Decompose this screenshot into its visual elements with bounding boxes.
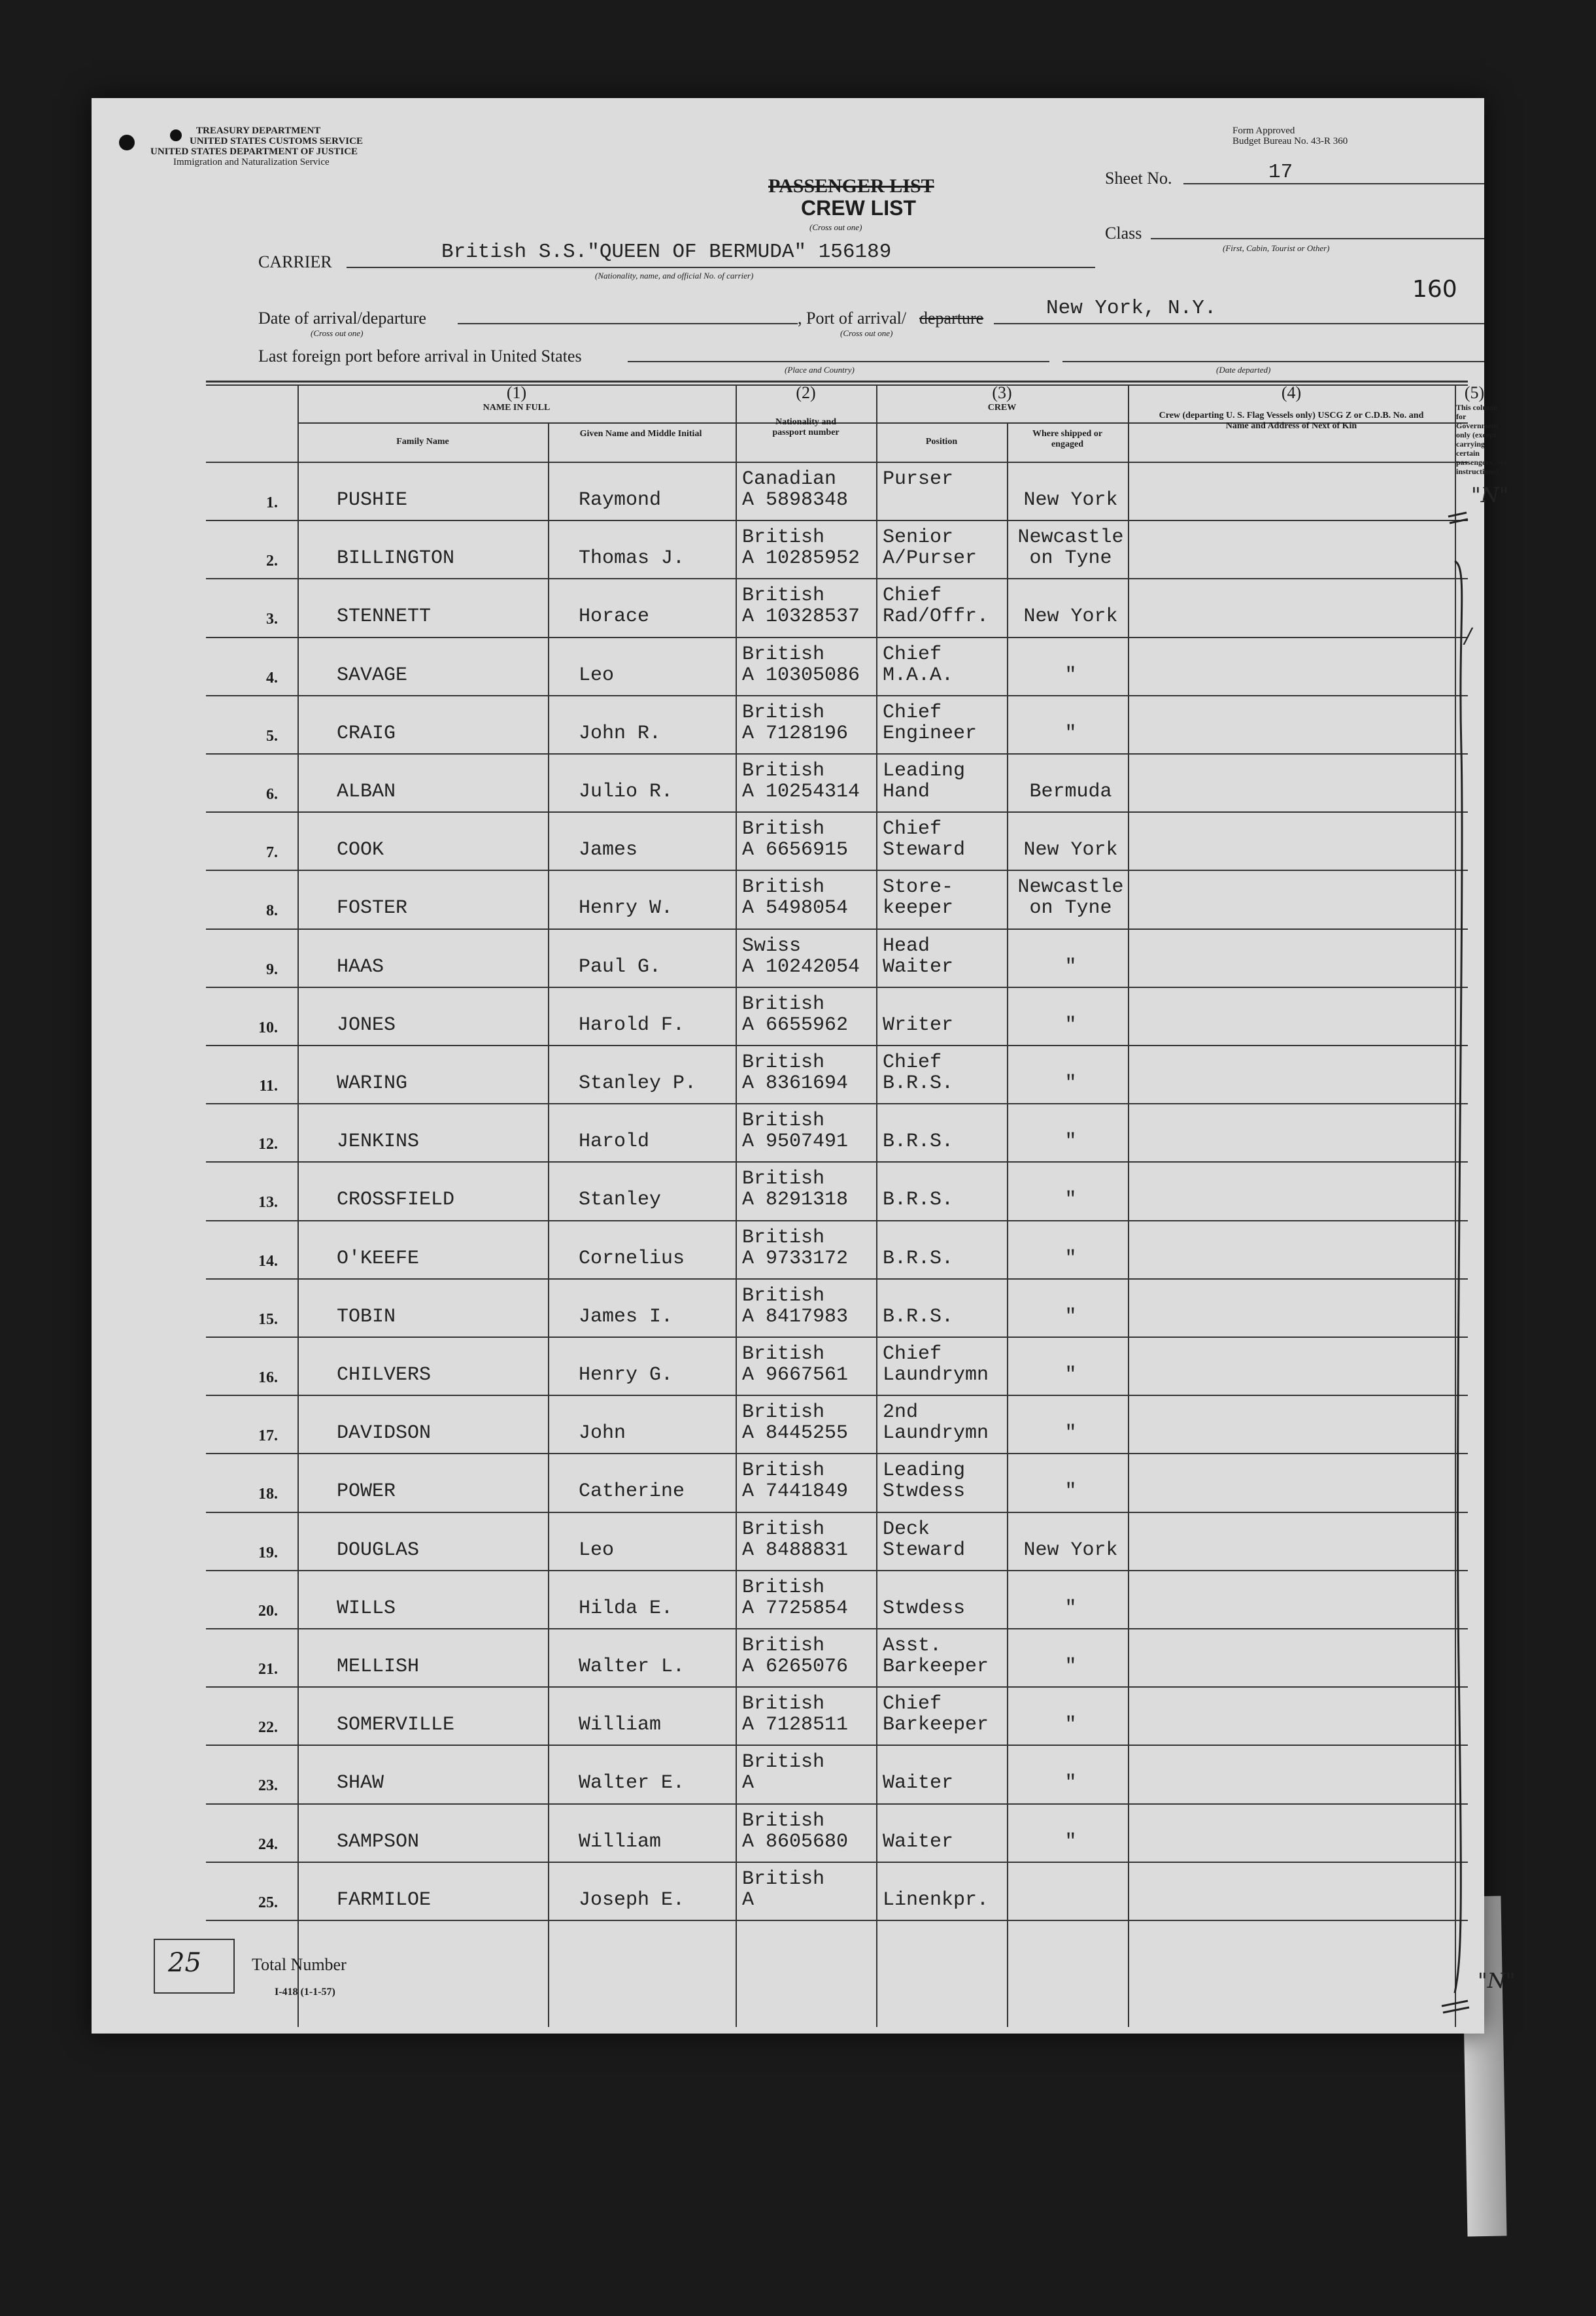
- carrier-hint: (Nationality, name, and official No. of carrier): [595, 271, 754, 281]
- nationality: British: [742, 1751, 825, 1774]
- row-number: 6.: [266, 786, 278, 803]
- row-number: 14.: [258, 1252, 278, 1270]
- given-name: James: [579, 839, 638, 862]
- table-row: [206, 753, 1468, 811]
- family-name: CRAIG: [337, 722, 396, 745]
- row-number: 19.: [258, 1544, 278, 1561]
- nationality: British: [742, 1693, 825, 1716]
- family-name: FARMILOE: [337, 1888, 432, 1911]
- port-value: New York, N.Y.: [1046, 297, 1217, 320]
- date-label: Date of arrival/departure: [258, 309, 426, 328]
- passport-number: A: [742, 1772, 755, 1795]
- table-row: [206, 1686, 1468, 1745]
- crew-list-form: [92, 98, 1516, 2034]
- given-name: Henry W.: [579, 897, 673, 920]
- nationality: British: [742, 760, 825, 782]
- position-line2: Waiter: [883, 1830, 954, 1853]
- col3-number: (3): [992, 383, 1012, 402]
- nationality: British: [742, 1401, 825, 1424]
- family-name: SHAW: [337, 1772, 384, 1795]
- where-shipped-line1: New York: [1023, 1539, 1118, 1561]
- position-line1: 2nd: [883, 1401, 919, 1424]
- carrier-rule: [347, 267, 1095, 268]
- table-top-rule: [206, 381, 1468, 383]
- given-name: Paul G.: [579, 955, 662, 978]
- passport-number: A 8605680: [742, 1830, 849, 1853]
- position-line2: B.R.S.: [883, 1131, 954, 1153]
- where-shipped-line1: ": [1064, 1422, 1077, 1445]
- punch-hole: [170, 129, 182, 141]
- given-name: Stanley P.: [579, 1072, 697, 1095]
- family-name: MELLISH: [337, 1656, 420, 1678]
- nationality: Swiss: [742, 934, 802, 957]
- where-shipped-line1: ": [1064, 1597, 1077, 1620]
- family-name: TOBIN: [337, 1305, 396, 1328]
- passport-number: A 9667561: [742, 1364, 849, 1386]
- passport-number: A 8488831: [742, 1539, 849, 1561]
- handwritten-bracket-line: [1435, 489, 1474, 2019]
- where-shipped-header: Where shipped or engaged: [1032, 429, 1103, 449]
- col5-title: This column for Government only (except carrying certain passengers. See instructions): [1456, 403, 1508, 476]
- position-line1: Purser: [883, 468, 954, 490]
- port-rule: [994, 323, 1484, 324]
- position-line2: A/Purser: [883, 547, 977, 570]
- passport-number: A 10242054: [742, 955, 860, 978]
- family-name: PUSHIE: [337, 489, 408, 511]
- row-number: 1.: [266, 494, 278, 511]
- given-name: Thomas J.: [579, 547, 685, 570]
- nationality: British: [742, 1226, 825, 1249]
- where-shipped-line1: Newcastle: [1017, 526, 1124, 549]
- given-name-header: Given Name and Middle Initial: [579, 429, 702, 439]
- family-name: STENNETT: [337, 605, 432, 628]
- given-name: Julio R.: [579, 781, 673, 803]
- row-number: 16.: [258, 1369, 278, 1386]
- passport-number: A 7128196: [742, 722, 849, 745]
- punch-hole: [119, 135, 135, 150]
- passport-number: A 7441849: [742, 1480, 849, 1503]
- where-shipped-line1: ": [1064, 1131, 1077, 1153]
- row-number: 12.: [258, 1136, 278, 1153]
- position-line1: Chief: [883, 1051, 942, 1074]
- nationality: British: [742, 1576, 825, 1599]
- nationality: British: [742, 585, 825, 607]
- where-shipped-line2: on Tyne: [1029, 547, 1112, 570]
- table-row: [206, 1512, 1468, 1570]
- given-name: Leo: [579, 664, 615, 687]
- table-row: [206, 578, 1468, 636]
- last-port-rule: [628, 361, 1049, 362]
- row-number: 23.: [258, 1777, 278, 1795]
- passport-number: A 6655962: [742, 1013, 849, 1036]
- position-line2: Laundrymn: [883, 1364, 989, 1386]
- table-row: [206, 1745, 1468, 1803]
- passport-number: A 5498054: [742, 897, 849, 920]
- family-name: DOUGLAS: [337, 1539, 420, 1561]
- row-number: 13.: [258, 1194, 278, 1212]
- row-number: 9.: [266, 961, 278, 978]
- nationality: British: [742, 701, 825, 724]
- where-shipped-line1: New York: [1023, 489, 1118, 511]
- given-name: Cornelius: [579, 1247, 685, 1270]
- passport-number: A 10254314: [742, 781, 860, 803]
- family-name: WILLS: [337, 1597, 396, 1620]
- position-line2: Waiter: [883, 955, 954, 978]
- nationality: British: [742, 1518, 825, 1541]
- passport-number: A 6265076: [742, 1656, 849, 1678]
- family-name: SAVAGE: [337, 664, 408, 687]
- row-number: 4.: [266, 669, 278, 687]
- sheet-rule: [1183, 183, 1484, 184]
- crew-table: [206, 383, 1516, 2027]
- position-line2: Stwdess: [883, 1597, 966, 1620]
- sheet-label: Sheet No.: [1105, 169, 1172, 188]
- passport-number: A 10305086: [742, 664, 860, 687]
- col5-number: (5): [1464, 383, 1485, 402]
- family-name: ALBAN: [337, 781, 396, 803]
- table-row: [206, 1862, 1468, 1920]
- table-row: [206, 1803, 1468, 1862]
- handwritten-n-top: "N": [1471, 483, 1509, 507]
- position-line2: Waiter: [883, 1772, 954, 1795]
- position-line2: Hand: [883, 781, 930, 803]
- position-line1: Store-: [883, 876, 954, 899]
- nationality: British: [742, 1110, 825, 1132]
- cross-out-hint: (Cross out one): [809, 222, 862, 232]
- position-line1: Chief: [883, 1343, 942, 1365]
- total-box: [154, 1939, 235, 1994]
- page-number: 160: [1412, 276, 1457, 303]
- position-line2: M.A.A.: [883, 664, 954, 687]
- date-hint: (Cross out one): [311, 328, 364, 338]
- col3-title: CREW: [987, 403, 1017, 413]
- family-name: POWER: [337, 1480, 396, 1503]
- where-shipped-line2: on Tyne: [1029, 897, 1112, 920]
- family-name: SOMERVILLE: [337, 1714, 455, 1737]
- row-number: 7.: [266, 844, 278, 862]
- total-value: 25: [168, 1948, 201, 1978]
- position-line1: Deck: [883, 1518, 930, 1541]
- family-name: WARING: [337, 1072, 408, 1095]
- where-shipped-line1: Bermuda: [1029, 781, 1112, 803]
- table-row: [206, 987, 1468, 1045]
- position-line1: Senior: [883, 526, 954, 549]
- where-shipped-line1: Newcastle: [1017, 876, 1124, 899]
- row-number: 11.: [259, 1078, 278, 1095]
- family-name: BILLINGTON: [337, 547, 455, 570]
- position-line2: Linenkpr.: [883, 1888, 989, 1911]
- position-line1: Head: [883, 934, 930, 957]
- position-line2: B.R.S.: [883, 1189, 954, 1212]
- crew-list-title: CREW LIST: [801, 196, 916, 220]
- passport-number: A 8361694: [742, 1072, 849, 1095]
- port-struck: departure: [919, 309, 984, 328]
- given-name: Leo: [579, 1539, 615, 1561]
- family-name: O'KEEFE: [337, 1247, 420, 1270]
- carrier-value: British S.S."QUEEN OF BERMUDA" 156189: [441, 241, 892, 264]
- table-row: [206, 1045, 1468, 1103]
- family-name: COOK: [337, 839, 384, 862]
- class-hint: (First, Cabin, Tourist or Other): [1223, 243, 1330, 253]
- position-line2: Engineer: [883, 722, 977, 745]
- where-shipped-line1: ": [1064, 1480, 1077, 1503]
- where-shipped-line1: ": [1064, 1189, 1077, 1212]
- passport-number: A 6656915: [742, 839, 849, 862]
- where-shipped-line1: ": [1064, 1013, 1077, 1036]
- date-departed-hint: (Date departed): [1216, 365, 1271, 375]
- position-line2: Steward: [883, 1539, 966, 1561]
- table-row: [206, 462, 1468, 520]
- where-shipped-line1: ": [1064, 1364, 1077, 1386]
- form-approved: Form Approved: [1232, 126, 1295, 136]
- passport-number: A 8417983: [742, 1305, 849, 1328]
- row-number: 18.: [258, 1486, 278, 1503]
- row-number: 15.: [258, 1310, 278, 1328]
- agency-line: TREASURY DEPARTMENT: [196, 126, 321, 136]
- given-name: William: [579, 1714, 662, 1737]
- position-line1: Leading: [883, 760, 966, 782]
- table-row: [206, 1337, 1468, 1395]
- position-header: Position: [925, 437, 958, 447]
- passport-number: A 8291318: [742, 1189, 849, 1212]
- passport-number: A 7128511: [742, 1714, 849, 1737]
- col4-number: (4): [1281, 383, 1302, 402]
- passport-number: A 9507491: [742, 1131, 849, 1153]
- position-line2: B.R.S.: [883, 1072, 954, 1095]
- given-name: Henry G.: [579, 1364, 673, 1386]
- nationality: British: [742, 1343, 825, 1365]
- handwritten-tick: /: [1465, 623, 1472, 648]
- family-name: JENKINS: [337, 1131, 420, 1153]
- where-shipped-line1: ": [1064, 1714, 1077, 1737]
- passport-number: A 7725854: [742, 1597, 849, 1620]
- position-line2: Laundrymn: [883, 1422, 989, 1445]
- row-number: 2.: [266, 553, 278, 570]
- position-line2: B.R.S.: [883, 1305, 954, 1328]
- family-name: JONES: [337, 1013, 396, 1036]
- where-shipped-line1: ": [1064, 1305, 1077, 1328]
- nationality: British: [742, 1635, 825, 1657]
- row-number: 20.: [258, 1602, 278, 1620]
- nationality: British: [742, 876, 825, 899]
- given-name: Horace: [579, 605, 650, 628]
- position-line1: Leading: [883, 1459, 966, 1482]
- table-row: [206, 637, 1468, 695]
- date-departed-rule: [1062, 361, 1484, 362]
- where-shipped-line1: ": [1064, 1247, 1077, 1270]
- col1-number: (1): [506, 383, 527, 402]
- nationality: British: [742, 1168, 825, 1191]
- table-row: [206, 1161, 1468, 1219]
- table-row: [206, 1628, 1468, 1686]
- position-line2: keeper: [883, 897, 954, 920]
- passport-number: A 9733172: [742, 1247, 849, 1270]
- row-number: 24.: [258, 1835, 278, 1853]
- where-shipped-line1: ": [1064, 1656, 1077, 1678]
- where-shipped-line1: ": [1064, 1772, 1077, 1795]
- passport-number: A 8445255: [742, 1422, 849, 1445]
- col4-title: Crew (departing U. S. Flag Vessels only) USCG Z or C.D.B. No. and Name and Address of Next of Kin: [1159, 411, 1424, 431]
- place-hint: (Place and Country): [785, 365, 855, 375]
- nationality: British: [742, 1051, 825, 1074]
- family-name: CHILVERS: [337, 1364, 432, 1386]
- given-name: Harold: [579, 1131, 650, 1153]
- where-shipped-line1: ": [1064, 1072, 1077, 1095]
- class-rule: [1151, 238, 1484, 239]
- row-rule: [206, 1920, 1468, 1921]
- last-port-label: Last foreign port before arrival in United States: [258, 347, 582, 366]
- agency-line: UNITED STATES DEPARTMENT OF JUSTICE: [150, 146, 358, 157]
- table-row: [206, 870, 1468, 928]
- given-name: Walter L.: [579, 1656, 685, 1678]
- row-number: 22.: [258, 1719, 278, 1737]
- position-line2: Steward: [883, 839, 966, 862]
- agency-line: UNITED STATES CUSTOMS SERVICE: [190, 136, 363, 146]
- position-line1: Chief: [883, 818, 942, 841]
- port-hint: (Cross out one): [840, 328, 893, 338]
- col2-title: Nationality and passport number: [772, 417, 840, 437]
- where-shipped-line1: ": [1064, 955, 1077, 978]
- class-label: Class: [1105, 224, 1142, 243]
- table-row: [206, 811, 1468, 870]
- table-row: [206, 1395, 1468, 1453]
- row-number: 3.: [266, 611, 278, 628]
- passport-number: A: [742, 1888, 755, 1911]
- row-number: 5.: [266, 727, 278, 745]
- given-name: James I.: [579, 1305, 673, 1328]
- nationality: British: [742, 526, 825, 549]
- table-row: [206, 928, 1468, 987]
- col1-title: NAME IN FULL: [483, 403, 551, 413]
- table-row: [206, 1220, 1468, 1278]
- family-name-header: Family Name: [396, 437, 449, 447]
- position-line2: Writer: [883, 1013, 954, 1036]
- family-name: SAMPSON: [337, 1830, 420, 1853]
- form-code: I-418 (1-1-57): [275, 1986, 335, 1998]
- passenger-list-struck: PASSENGER LIST: [768, 175, 934, 197]
- given-name: Hilda E.: [579, 1597, 673, 1620]
- table-row: [206, 695, 1468, 753]
- given-name: Raymond: [579, 489, 662, 511]
- position-line2: Barkeeper: [883, 1656, 989, 1678]
- where-shipped-line1: ": [1064, 1830, 1077, 1853]
- given-name: John R.: [579, 722, 662, 745]
- family-name: CROSSFIELD: [337, 1189, 455, 1212]
- row-number: 10.: [258, 1019, 278, 1036]
- date-rule: [458, 323, 798, 324]
- nationality: British: [742, 1809, 825, 1832]
- family-name: HAAS: [337, 955, 384, 978]
- position-line1: Chief: [883, 643, 942, 666]
- passport-number: A 10285952: [742, 547, 860, 570]
- where-shipped-line1: New York: [1023, 839, 1118, 862]
- where-shipped-line1: New York: [1023, 605, 1118, 628]
- position-line1: Chief: [883, 701, 942, 724]
- row-number: 21.: [258, 1661, 278, 1678]
- nationality: Canadian: [742, 468, 837, 490]
- table-row: [206, 520, 1468, 578]
- port-label: , Port of arrival/: [798, 309, 907, 328]
- table-row: [206, 1278, 1468, 1337]
- given-name: Stanley: [579, 1189, 662, 1212]
- given-name: Catherine: [579, 1480, 685, 1503]
- handwritten-n-bottom: "N": [1478, 1968, 1516, 1993]
- family-name: DAVIDSON: [337, 1422, 432, 1445]
- table-row: [206, 1453, 1468, 1511]
- total-label: Total Number: [252, 1955, 347, 1974]
- position-line1: Asst.: [883, 1635, 942, 1657]
- table-row: [206, 1570, 1468, 1628]
- agency-line: Immigration and Naturalization Service: [173, 157, 330, 167]
- table-row: [206, 1103, 1468, 1161]
- position-line1: Chief: [883, 1693, 942, 1716]
- budget-bureau: Budget Bureau No. 43-R 360: [1232, 136, 1348, 146]
- position-line2: Stwdess: [883, 1480, 966, 1503]
- family-name: FOSTER: [337, 897, 408, 920]
- nationality: British: [742, 818, 825, 841]
- position-line2: Barkeeper: [883, 1714, 989, 1737]
- carrier-label: CARRIER: [258, 252, 332, 271]
- nationality: British: [742, 643, 825, 666]
- passport-number: A 5898348: [742, 489, 849, 511]
- given-name: Walter E.: [579, 1772, 685, 1795]
- col2-number: (2): [796, 383, 816, 402]
- sheet-value: 17: [1268, 161, 1293, 184]
- given-name: John: [579, 1422, 626, 1445]
- given-name: Harold F.: [579, 1013, 685, 1036]
- given-name: William: [579, 1830, 662, 1853]
- row-number: 8.: [266, 902, 278, 920]
- row-number: 17.: [258, 1427, 278, 1445]
- position-line1: Chief: [883, 585, 942, 607]
- row-number: 25.: [258, 1894, 278, 1911]
- position-line2: B.R.S.: [883, 1247, 954, 1270]
- nationality: British: [742, 1867, 825, 1890]
- where-shipped-line1: ": [1064, 722, 1077, 745]
- passport-number: A 10328537: [742, 605, 860, 628]
- given-name: Joseph E.: [579, 1888, 685, 1911]
- position-line2: Rad/Offr.: [883, 605, 989, 628]
- nationality: British: [742, 1459, 825, 1482]
- nationality: British: [742, 993, 825, 1015]
- where-shipped-line1: ": [1064, 664, 1077, 687]
- nationality: British: [742, 1284, 825, 1307]
